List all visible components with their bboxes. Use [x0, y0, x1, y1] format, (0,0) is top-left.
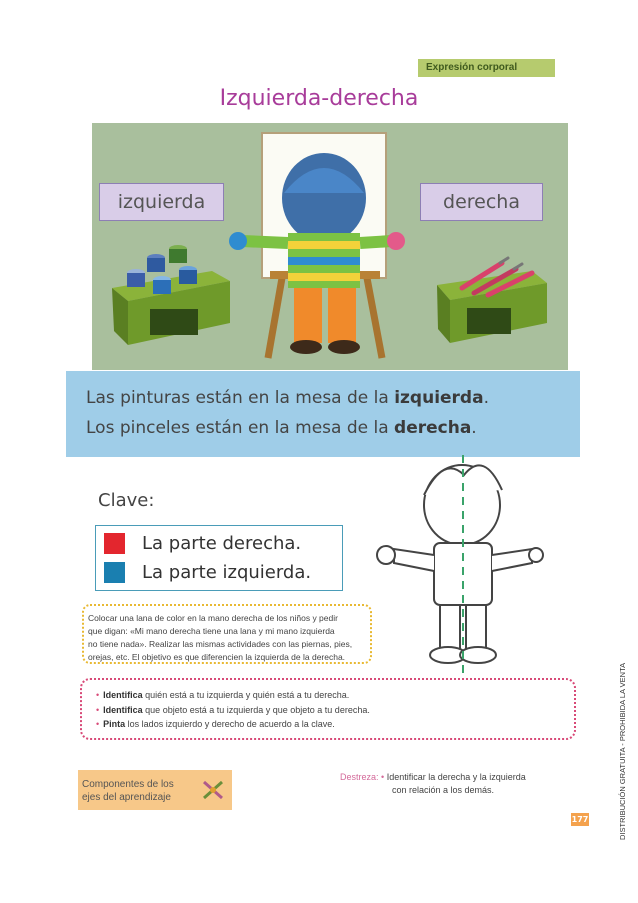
activity-item — [96, 688, 574, 703]
clave-item-left — [104, 562, 311, 582]
caption-period: . — [483, 388, 489, 408]
side-distribution-text: DISTRIBUCIÓN GRATUITA - PROHIBIDA LA VENTA — [618, 662, 627, 840]
blue-swatch — [104, 562, 125, 583]
clave-item-right — [104, 533, 301, 553]
components-line: ejes del aprendizaje — [82, 792, 171, 803]
page-number: 177 — [571, 815, 589, 824]
coloring-child-illustration — [364, 455, 544, 675]
activity-verb: Identifica — [103, 704, 143, 715]
caption-text: Los pinceles están en la mesa de la — [86, 418, 395, 438]
destreza-block — [340, 771, 526, 797]
activity-text: quién está a tu izquierda y quién está a tu derecha. — [142, 690, 350, 700]
clave-legend — [95, 525, 343, 591]
tools-icon — [198, 776, 228, 804]
destreza-line: con relación a los demás. — [392, 785, 495, 795]
activity-verb: Pinta — [103, 719, 126, 729]
caption-period: . — [471, 418, 477, 438]
clave-label: La parte izquierda. — [142, 561, 312, 583]
caption-text: Las pinturas están en la mesa de la — [86, 388, 395, 408]
activity-item — [96, 703, 574, 718]
bullet-icon: • — [96, 704, 100, 715]
clave-title: Clave: — [98, 490, 155, 511]
right-label: derecha — [420, 183, 543, 221]
caption-keyword-right: derecha — [394, 418, 472, 438]
clave-label: La parte derecha. — [142, 532, 302, 554]
classroom-illustration — [92, 123, 568, 370]
left-label: izquierda — [99, 183, 224, 221]
destreza-label: Destreza: — [340, 772, 379, 782]
components-line: Componentes de los — [82, 779, 174, 790]
activity-item — [96, 717, 574, 732]
caption-line-1 — [86, 383, 580, 413]
scene-illustration — [92, 123, 568, 370]
caption-box — [66, 371, 580, 457]
caption-keyword-left: izquierda — [394, 388, 484, 408]
section-tag: Expresión corporal — [418, 59, 555, 77]
page-title: Izquierda-derecha — [219, 86, 419, 111]
note-line: Colocar una lana de color en la mano derecha de los niños y pedir — [88, 613, 338, 623]
teacher-note — [82, 604, 372, 664]
destreza-line: Identificar la derecha y la izquierda — [386, 772, 526, 782]
activity-text: los lados izquierdo y derecho de acuerdo a la clave. — [125, 719, 335, 729]
bullet-icon: • — [96, 719, 100, 729]
bullet-icon: • — [381, 772, 385, 782]
activity-text: que objeto está a tu izquierda y que objeto a tu derecha. — [142, 704, 370, 715]
caption-line-2 — [86, 413, 580, 443]
components-box — [78, 770, 232, 810]
bullet-icon: • — [96, 690, 100, 700]
note-line: no tiene nada». Realizar las mismas actividades con las piernas, pies, — [88, 639, 353, 649]
activities-list — [80, 678, 576, 740]
red-swatch — [104, 533, 125, 554]
note-line: orejas, etc. El objetivo es que diferencien la izquierda de la derecha. — [88, 652, 346, 662]
activity-verb: Identifica — [103, 690, 143, 700]
note-line: que digan: «Mi mano derecha tiene una lana y mi mano izquierda — [88, 626, 335, 636]
